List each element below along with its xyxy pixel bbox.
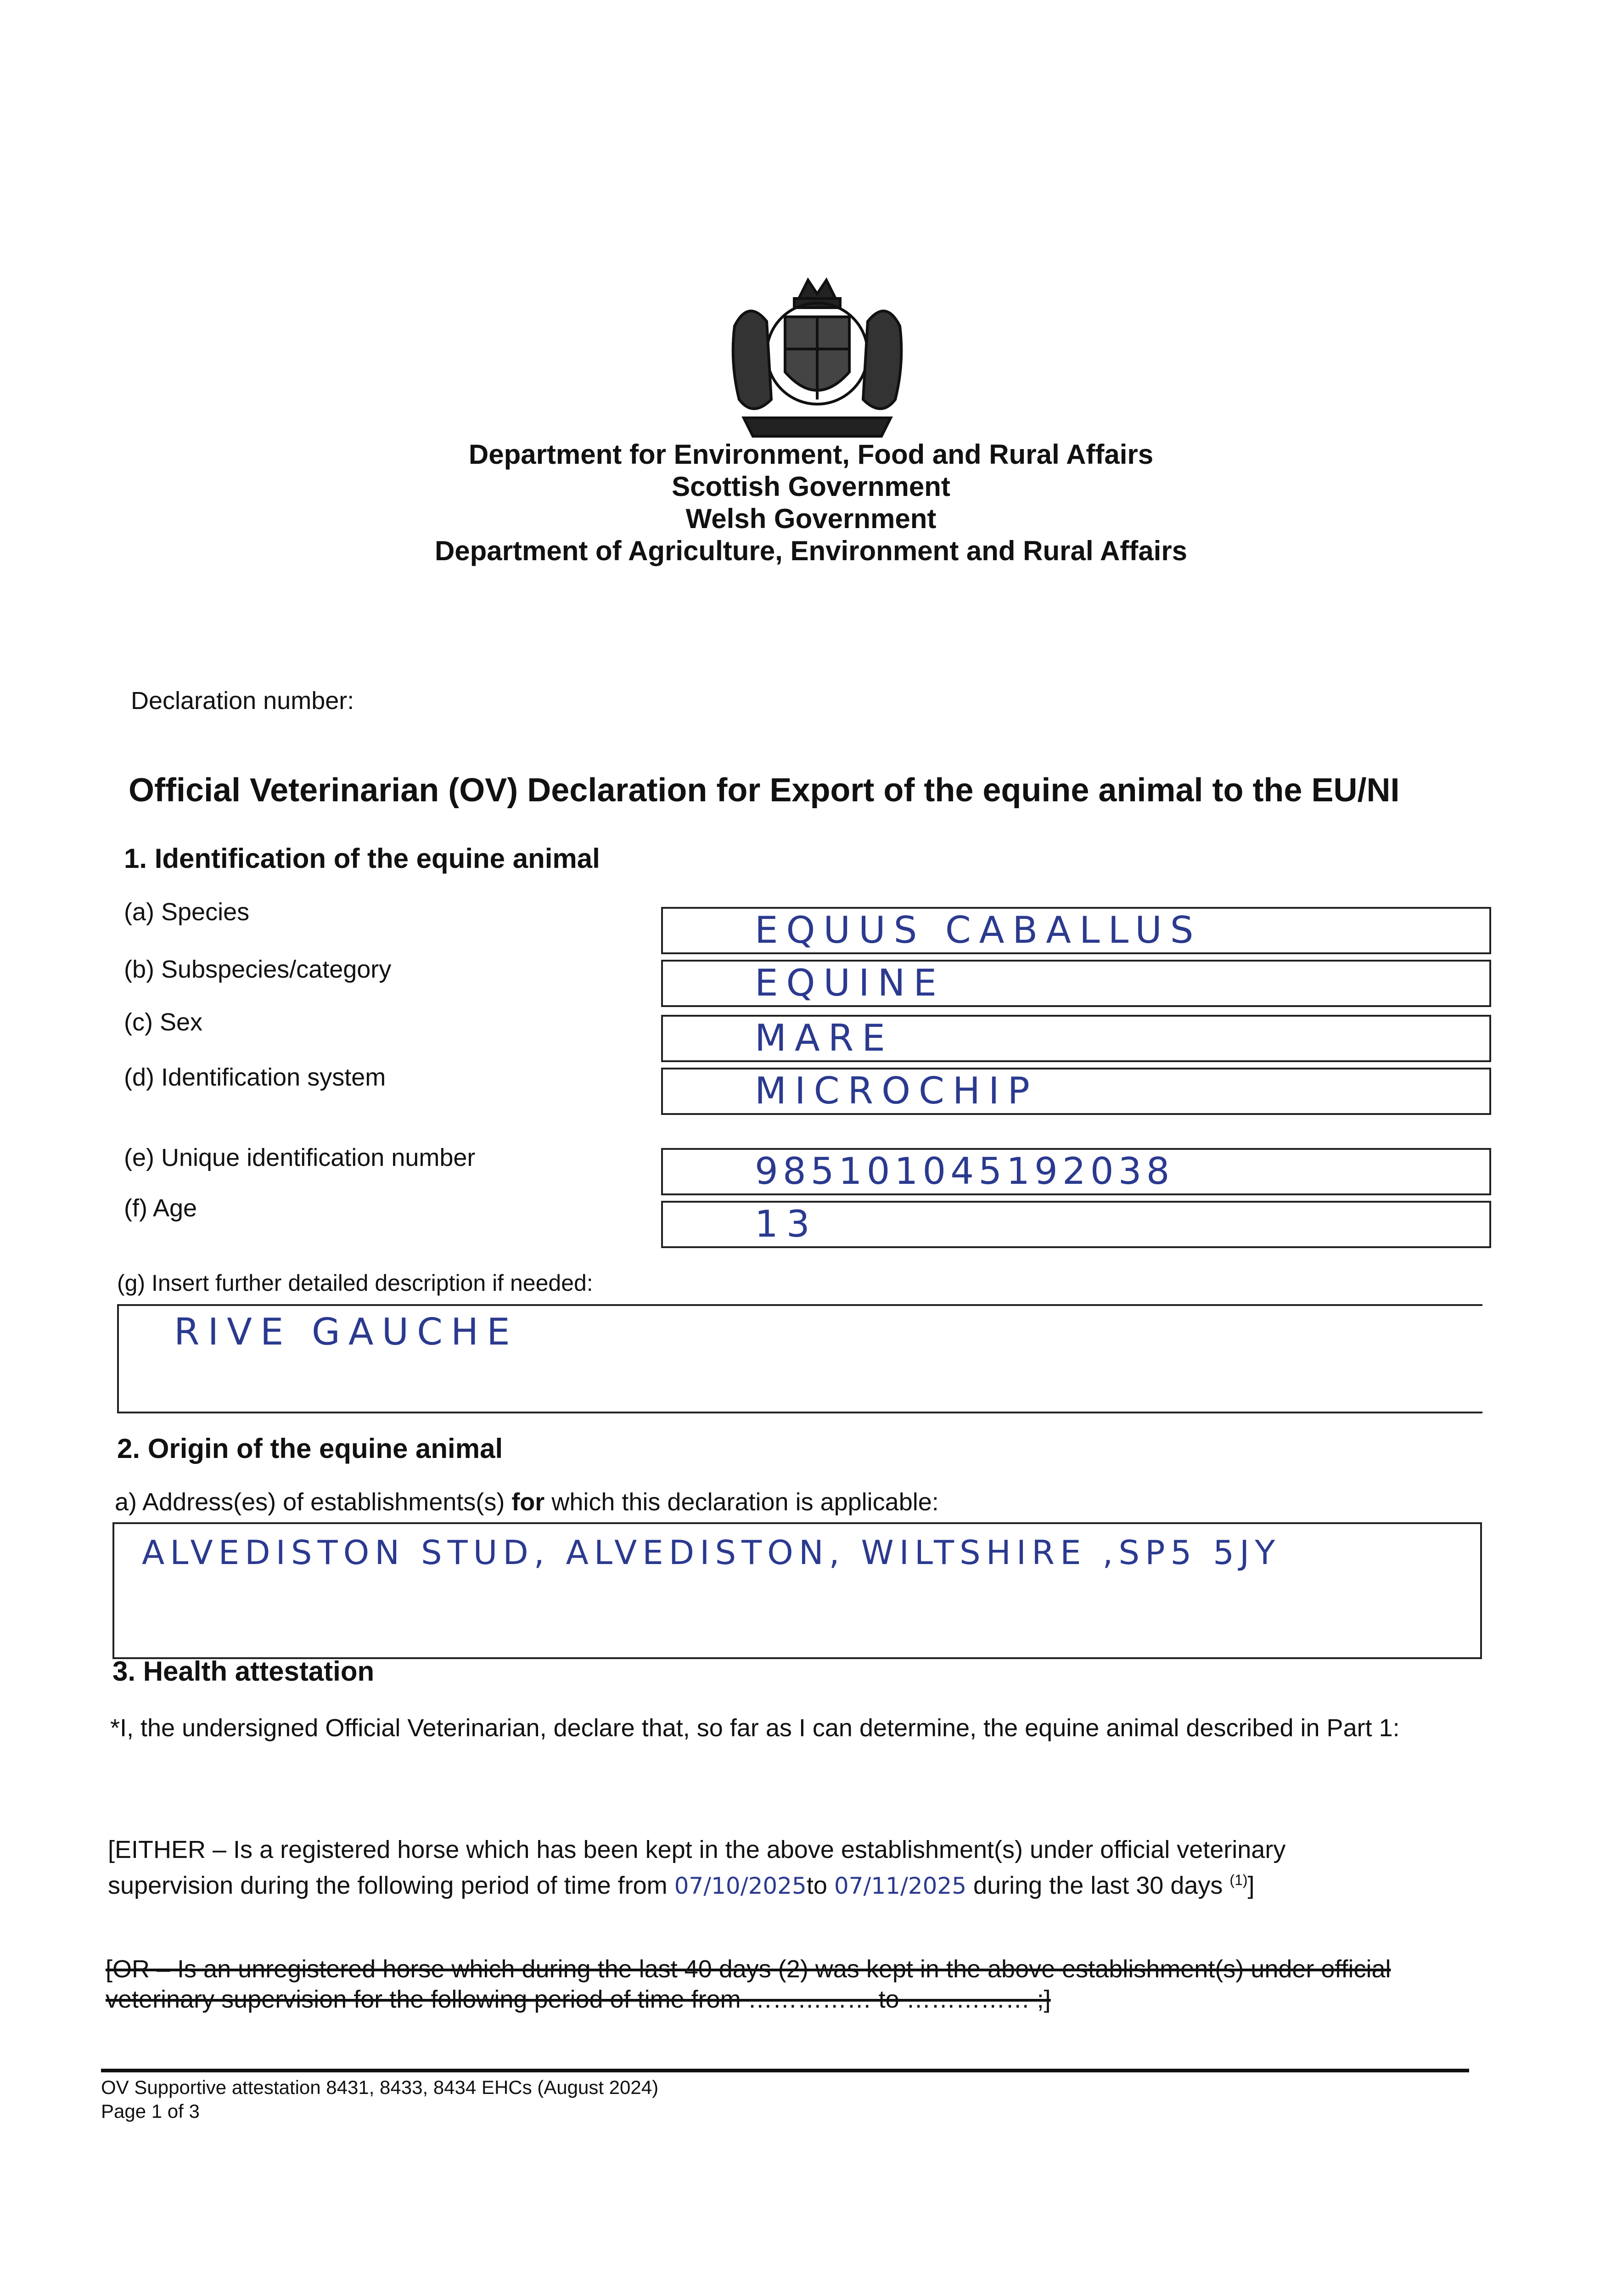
identification-system-value: MICROCHIP [755,1069,1038,1112]
subspecies-value: EQUINE [755,962,945,1004]
date-from-value: 07/10/2025 [674,1873,807,1899]
address-box[interactable] [112,1522,1482,1659]
department-name: Department for Environment, Food and Rural Affairs [468,439,1154,470]
identification-system-field[interactable] [661,1068,1491,1115]
either-close: ] [1247,1872,1255,1899]
description-box[interactable] [117,1304,1482,1413]
field-label-identification-system: (d) Identification system [124,1064,386,1091]
department-name: Welsh Government [685,503,937,534]
section2-heading: 2. Origin of the equine animal [117,1433,503,1464]
species-field[interactable] [661,907,1491,954]
sex-value: MARE [755,1017,893,1059]
either-to: to [806,1872,834,1899]
address-label [115,1488,939,1516]
address-label-pre: a) Address(es) of establishments(s) [115,1488,512,1516]
species-value: EQUUS CABALLUS [755,909,1202,951]
health-attestation-intro: *I, the undersigned Official Veterinarian, declare that, so far as I can determine, the equine animal described in Part 1: [110,1714,1400,1742]
unique-id-field[interactable] [661,1148,1491,1195]
or-line2: veterinary supervision for the following period of time from …………… to …………… ;] [106,1986,1051,2013]
field-label-sex: (c) Sex [124,1008,203,1036]
subspecies-field[interactable] [661,960,1491,1007]
description-label: (g) Insert further detailed description if needed: [117,1270,593,1296]
declaration-number-label: Declaration number: [131,687,354,715]
sex-field[interactable] [661,1015,1491,1062]
royal-crest-logo [716,271,918,445]
footer-divider [101,2069,1469,2072]
either-line2-pre: supervision during the following period of time from [108,1872,674,1899]
unique-id-value: 985101045192038 [755,1150,1174,1193]
section3-heading: 3. Health attestation [112,1656,375,1687]
description-value: RIVE GAUCHE [174,1311,518,1353]
field-label-subspecies: (b) Subspecies/category [124,956,392,983]
address-label-post: which this declaration is applicable: [544,1488,939,1516]
date-to-value: 07/11/2025 [834,1873,967,1899]
either-clause [108,1835,1508,1901]
field-label-species: (a) Species [124,898,250,926]
page-title: Official Veterinarian (OV) Declaration for Export of the equine animal to the EU/NI [129,772,1400,809]
department-name: Department of Agriculture, Environment and Rural Affairs [434,535,1188,566]
either-line2-post: during the last 30 days [966,1872,1223,1899]
department-list [0,439,1622,567]
footnote-ref: (1) [1229,1872,1248,1888]
footer [101,2076,658,2123]
footer-page-number: Page 1 of 3 [101,2100,200,2122]
footer-doc-reference: OV Supportive attestation 8431, 8433, 8434 EHCs (August 2024) [101,2077,659,2098]
department-name: Scottish Government [672,471,950,502]
age-field[interactable] [661,1201,1491,1248]
or-line1: [OR – Is an unregistered horse which during the last 40 days (2) was kept in the above establishment(s) under official [106,1955,1391,1983]
age-value: 13 [755,1203,818,1245]
or-clause [106,1954,1483,2015]
either-line1: [EITHER – Is a registered horse which has been kept in the above establishment(s) under official veterinary [108,1836,1286,1863]
field-label-age: (f) Age [124,1194,197,1222]
address-value: ALVEDISTON STUD, ALVEDISTON, WILTSHIRE ,SP5 5JY [142,1533,1281,1572]
address-label-bold: for [511,1488,545,1516]
field-label-unique-id: (e) Unique identification number [124,1144,476,1171]
section1-heading: 1. Identification of the equine animal [124,843,600,874]
either-line2 [108,1865,1508,1901]
